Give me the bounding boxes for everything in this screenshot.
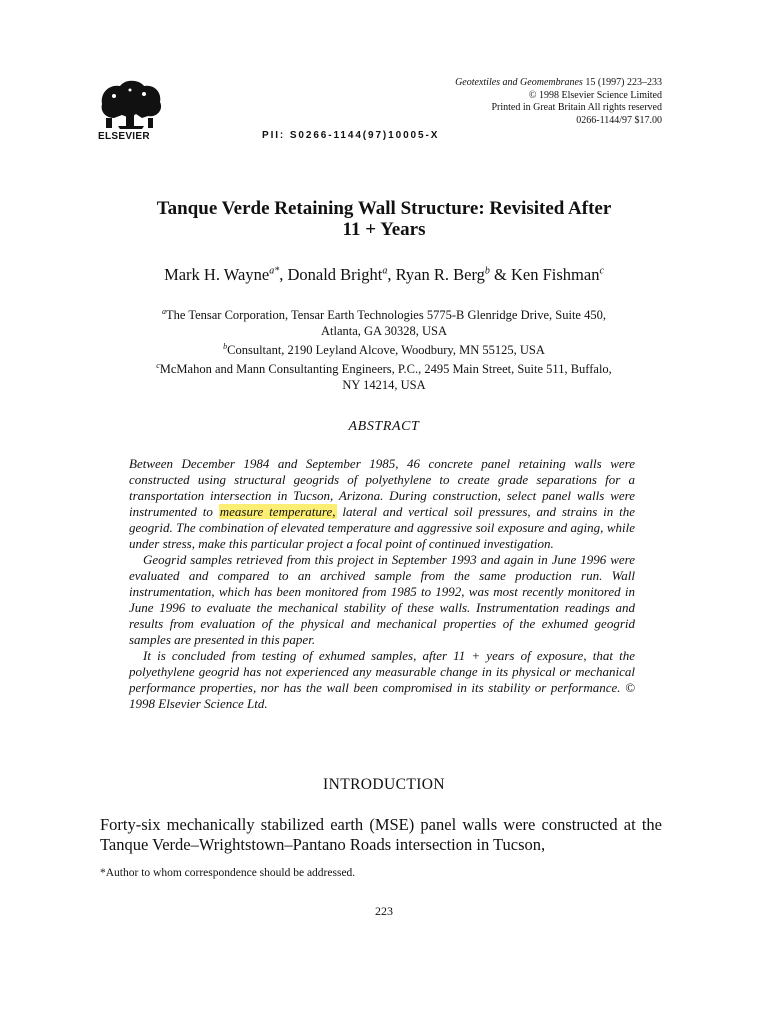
copyright-line: © 1998 Elsevier Science Limited xyxy=(528,89,662,101)
affiliation-b xyxy=(104,339,664,358)
affiliation-c xyxy=(104,358,664,377)
title-line-1: Tanque Verde Retaining Wall Structure: Revisited After xyxy=(156,198,612,219)
affil-text: The Tensar Corporation, Tensar Earth Technologies 5775-B Glenridge Drive, Suite 450, xyxy=(166,308,606,323)
affiliations xyxy=(104,304,664,393)
publisher-name: ELSEVIER xyxy=(98,131,150,142)
affiliation-a xyxy=(104,304,664,323)
affiliation-a-cont: Atlanta, GA 30328, USA xyxy=(320,324,448,339)
author-name: Ken Fishman xyxy=(511,265,600,284)
abstract-paragraph: It is concluded from testing of exhumed samples, after 11 + years of exposure, that the polyethylene geogrid has not experienced any measurable change in its physical or mechanical performance properties, nor has the wall been compromised in its stability or performance. © 1998 Elsevier Science Ltd. xyxy=(129,648,635,711)
affiliation-c-cont: NY 14214, USA xyxy=(342,378,426,393)
affil-mark: b xyxy=(223,342,228,352)
author-affil-mark: a* xyxy=(269,265,280,277)
author-name: Ryan R. Berg xyxy=(395,265,485,284)
printed-line: Printed in Great Britain All rights reserved xyxy=(491,102,662,113)
author-name: Donald Bright xyxy=(287,265,383,284)
page-number: 223 xyxy=(375,904,393,918)
author-separator: & xyxy=(489,265,511,284)
author-separator: , xyxy=(387,265,396,284)
journal-volume: 15 (1997) 223–233 xyxy=(582,77,662,88)
author-affil-mark: b xyxy=(484,265,490,277)
affil-text: Consultant, 2190 Leyland Alcove, Woodbury, MN 55125, USA xyxy=(227,343,545,358)
pii-code: PII: S0266-1144(97)10005-X xyxy=(262,130,440,141)
author-name: Mark H. Wayne xyxy=(164,265,270,284)
author-affil-mark: c xyxy=(599,265,604,277)
introduction-text: Forty-six mechanically stabilized earth (MSE) panel walls were constructed at the Tanque Verde–Wrightstown–Pantano Roads intersection in Tucson, xyxy=(100,815,662,854)
paper-title xyxy=(0,198,768,240)
title-line-2: 11 + Years xyxy=(342,219,426,240)
affil-mark: c xyxy=(156,361,160,371)
author-list xyxy=(0,265,768,285)
introduction-heading: INTRODUCTION xyxy=(323,776,445,793)
affil-mark: a xyxy=(162,307,166,316)
affil-text: McMahon and Mann Consultanting Engineers, P.C., 2495 Main Street, Suite 511, Buffalo, xyxy=(159,362,612,377)
footnote: *Author to whom correspondence should be addressed. xyxy=(100,867,356,879)
abstract-heading: ABSTRACT xyxy=(348,419,420,434)
author-separator: , xyxy=(279,265,288,284)
author-affil-mark: a xyxy=(382,265,388,277)
abstract-text: Between December 1984 and September 1985, 46 concrete panel retaining walls were constructed using structural geogrids of polyethylene to create grade separations for a transportation intersection in Tucson, Arizona. During construction, select panel walls were instrumented to xyxy=(129,456,635,519)
issn-price: 0266-1144/97 $17.00 xyxy=(576,114,662,126)
journal-info xyxy=(455,77,662,127)
abstract-paragraph: Geogrid samples retrieved from this project in September 1993 and again in June 1996 were evaluated and compared to an archived sample from the same production run. Wall instrumentation, which has been monitored from 1985 to 1992, was most recently monitored in June 1996 to evaluate the mechanical stability of these walls. Instrumentation readings and results from evaluation of the physical and mechanical properties of the exhumed geogrid samples are presented in this paper. xyxy=(129,552,635,647)
abstract-body xyxy=(129,456,635,712)
highlighted-text[interactable]: measure temperature, xyxy=(219,504,336,519)
abstract-text: lateral and vertical soil pressures, and strains in the geogrid. The combination of elevated temperature and aggressive soil exposure and aging, while under stress, make this particular project a focal point of continued investigation. xyxy=(129,504,636,551)
journal-name: Geotextiles and Geomembranes xyxy=(455,77,583,88)
abstract-paragraph xyxy=(129,456,635,552)
